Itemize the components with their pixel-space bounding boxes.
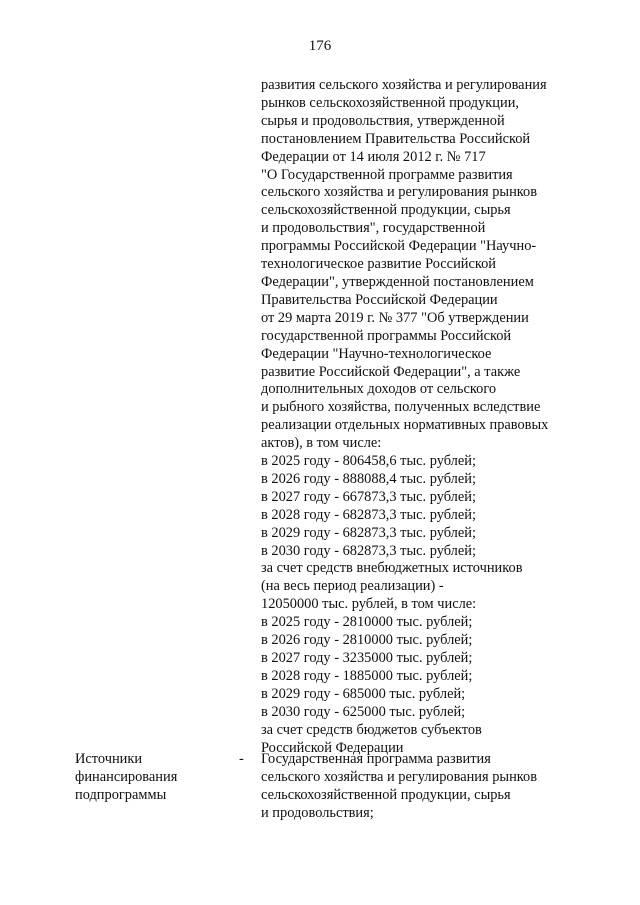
- body-line: и рыбного хозяйства, полученных вследствие: [261, 399, 541, 416]
- funding-year-line: в 2027 году - 667873,3 тыс. рублей;: [261, 488, 476, 505]
- value-line: сельского хозяйства и регулирования рынков: [261, 768, 538, 785]
- body-line: за счет средств внебюджетных источников: [261, 560, 523, 577]
- body-line: технологическое развитие Российской: [261, 256, 497, 273]
- funding-year-line: в 2025 году - 2810000 тыс. рублей;: [261, 614, 473, 631]
- funding-year-line: в 2029 году - 682873,3 тыс. рублей;: [261, 524, 476, 541]
- label-line: Источники: [75, 751, 143, 767]
- funding-year-line: в 2027 году - 3235000 тыс. рублей;: [261, 650, 473, 666]
- body-line: 12050000 тыс. рублей, в том числе:: [261, 596, 477, 613]
- body-line: Правительства Российской Федерации: [261, 291, 498, 308]
- body-line: развития сельского хозяйства и регулирования: [261, 77, 547, 93]
- body-line: сельского хозяйства и регулирования рынков: [261, 184, 538, 201]
- value-line: и продовольствия;: [261, 804, 374, 821]
- body-line: развитие Российской Федерации", а также: [261, 363, 521, 380]
- value-line: Государственная программа развития: [261, 751, 491, 767]
- body-line: актов), в том числе:: [261, 435, 382, 452]
- funding-year-line: в 2028 году - 1885000 тыс. рублей;: [261, 667, 473, 684]
- funding-year-line: в 2026 году - 888088,4 тыс. рублей;: [261, 470, 476, 487]
- funding-year-line: в 2026 году - 2810000 тыс. рублей;: [261, 632, 473, 649]
- body-text-column: [261, 77, 611, 757]
- label-line: подпрограммы: [75, 786, 167, 803]
- body-line: и продовольствия", государственной: [261, 220, 486, 237]
- funding-year-line: в 2025 году - 806458,6 тыс. рублей;: [261, 453, 476, 470]
- body-line: Федерации "Научно-технологическое: [261, 345, 492, 362]
- body-line: государственной программы Российской: [261, 327, 512, 344]
- funding-sources-label: [75, 751, 235, 805]
- value-line: сельскохозяйственной продукции, сырья: [261, 786, 511, 803]
- body-line: дополнительных доходов от сельского: [261, 381, 497, 398]
- body-line: Российской Федерации: [261, 739, 404, 756]
- body-line: программы Российской Федерации "Научно-: [261, 238, 537, 255]
- row-dash: -: [239, 751, 244, 767]
- funding-sources-value: [261, 751, 611, 823]
- body-line: сельскохозяйственной продукции, сырья: [261, 202, 511, 219]
- body-line: сырья и продовольствия, утвержденной: [261, 112, 505, 129]
- body-line: Федерации", утвержденной постановлением: [261, 273, 534, 290]
- body-line: от 29 марта 2019 г. № 377 "Об утверждении: [261, 309, 529, 326]
- body-line: Федерации от 14 июля 2012 г. № 717: [261, 148, 486, 165]
- funding-year-line: в 2030 году - 625000 тыс. рублей;: [261, 703, 466, 720]
- body-line: реализации отдельных нормативных правовых: [261, 417, 549, 434]
- page-number: 176: [308, 38, 332, 54]
- label-line: финансирования: [75, 768, 178, 785]
- body-line: постановлением Правительства Российской: [261, 130, 531, 147]
- body-line: "О Государственной программе развития: [261, 166, 513, 183]
- body-line: за счет средств бюджетов субъектов: [261, 721, 482, 738]
- funding-year-line: в 2028 году - 682873,3 тыс. рублей;: [261, 506, 476, 523]
- funding-year-line: в 2029 году - 685000 тыс. рублей;: [261, 685, 466, 702]
- body-line: рынков сельскохозяйственной продукции,: [261, 94, 519, 111]
- funding-year-line: в 2030 году - 682873,3 тыс. рублей;: [261, 542, 476, 559]
- body-line: (на весь период реализации) -: [261, 578, 444, 595]
